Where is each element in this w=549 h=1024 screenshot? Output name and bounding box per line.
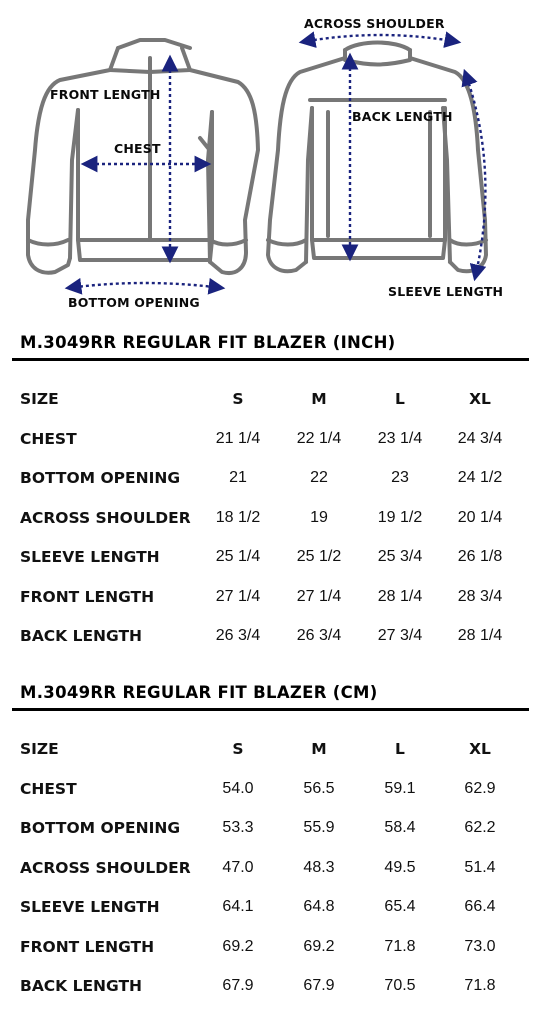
table-cell: 18 1/2	[215, 509, 261, 526]
chest-label: CHEST	[114, 141, 161, 156]
table-cell: 70.5	[384, 977, 416, 994]
table-cell: 64.8	[303, 898, 335, 915]
row-label: FRONT LENGTH	[20, 938, 155, 956]
size-header: SIZE	[20, 740, 59, 758]
table-cell: 23	[391, 469, 409, 486]
back-jacket-outline	[268, 43, 486, 272]
table-cell: 28 1/4	[457, 627, 503, 644]
table-cell: 20 1/4	[457, 509, 503, 526]
row-label: BACK LENGTH	[20, 977, 143, 995]
table-cell: 69.2	[303, 938, 335, 955]
size-s-header: S	[232, 390, 244, 408]
table-cell: 19 1/2	[377, 509, 423, 526]
table-cell: 64.1	[222, 898, 254, 915]
inch-table-title: M.3049RR REGULAR FIT BLAZER (INCH)	[20, 333, 396, 352]
table-cell: 27 1/4	[215, 588, 261, 605]
size-m-header: M	[311, 740, 327, 758]
table-cell: 25 1/2	[296, 548, 342, 565]
row-label: ACROSS SHOULDER	[20, 859, 191, 877]
table-cell: 58.4	[384, 819, 416, 836]
table-cell: 48.3	[303, 859, 335, 876]
row-label: BOTTOM OPENING	[20, 819, 181, 837]
table-cell: 67.9	[303, 977, 335, 994]
size-l-header: L	[395, 740, 405, 758]
table-row	[0, 466, 549, 490]
table-cell: 28 3/4	[457, 588, 503, 605]
table-cell: 26 3/4	[296, 627, 342, 644]
row-label: BOTTOM OPENING	[20, 469, 181, 487]
table-row	[0, 506, 549, 530]
table-cell: 49.5	[384, 859, 416, 876]
back-length-label: BACK LENGTH	[352, 109, 453, 124]
across-shoulder-label: ACROSS SHOULDER	[304, 16, 445, 31]
table-row	[0, 427, 549, 451]
table-cell: 22 1/4	[296, 430, 342, 447]
table-cell: 25 1/4	[215, 548, 261, 565]
table-row	[0, 935, 549, 959]
size-header: SIZE	[20, 390, 59, 408]
size-m-header: M	[311, 390, 327, 408]
table-header-row	[0, 387, 549, 411]
row-label: SLEEVE LENGTH	[20, 898, 160, 916]
table-cell: 25 3/4	[377, 548, 423, 565]
measurement-diagram	[0, 0, 549, 320]
table-cell: 28 1/4	[377, 588, 423, 605]
table-cell: 21 1/4	[215, 430, 261, 447]
bottom-opening-arrow	[68, 283, 222, 288]
table-cell: 56.5	[303, 780, 335, 797]
row-label: ACROSS SHOULDER	[20, 509, 191, 527]
row-label: CHEST	[20, 780, 77, 798]
table-cell: 69.2	[222, 938, 254, 955]
row-label: BACK LENGTH	[20, 627, 143, 645]
cm-table-rule	[12, 708, 529, 711]
table-row	[0, 816, 549, 840]
table-cell: 62.2	[464, 819, 496, 836]
table-cell: 67.9	[222, 977, 254, 994]
table-cell: 21	[229, 469, 247, 486]
table-row	[0, 624, 549, 648]
table-cell: 27 1/4	[296, 588, 342, 605]
table-cell: 71.8	[464, 977, 496, 994]
table-cell: 27 3/4	[377, 627, 423, 644]
inch-table-rule	[12, 358, 529, 361]
size-l-header: L	[395, 390, 405, 408]
table-cell: 24 3/4	[457, 430, 503, 447]
table-cell: 54.0	[222, 780, 254, 797]
table-cell: 59.1	[384, 780, 416, 797]
front-jacket-outline	[28, 40, 258, 273]
table-cell: 26 1/8	[457, 548, 503, 565]
bottom-opening-label: BOTTOM OPENING	[68, 295, 200, 310]
table-row	[0, 585, 549, 609]
table-cell: 62.9	[464, 780, 496, 797]
table-cell: 26 3/4	[215, 627, 261, 644]
row-label: CHEST	[20, 430, 77, 448]
table-cell: 19	[310, 509, 328, 526]
table-row	[0, 856, 549, 880]
size-xl-header: XL	[469, 740, 491, 758]
table-row	[0, 545, 549, 569]
size-xl-header: XL	[469, 390, 491, 408]
table-cell: 23 1/4	[377, 430, 423, 447]
table-cell: 55.9	[303, 819, 335, 836]
table-cell: 71.8	[384, 938, 416, 955]
table-cell: 51.4	[464, 859, 496, 876]
row-label: FRONT LENGTH	[20, 588, 155, 606]
table-header-row	[0, 737, 549, 761]
table-cell: 24 1/2	[457, 469, 503, 486]
table-cell: 73.0	[464, 938, 496, 955]
table-cell: 22	[310, 469, 328, 486]
row-label: SLEEVE LENGTH	[20, 548, 160, 566]
table-row	[0, 974, 549, 998]
table-row	[0, 895, 549, 919]
table-row	[0, 777, 549, 801]
table-cell: 65.4	[384, 898, 416, 915]
front-length-label: FRONT LENGTH	[50, 87, 161, 102]
size-s-header: S	[232, 740, 244, 758]
sleeve-length-label: SLEEVE LENGTH	[388, 284, 504, 299]
table-cell: 47.0	[222, 859, 254, 876]
cm-table-title: M.3049RR REGULAR FIT BLAZER (CM)	[20, 683, 378, 702]
jacket-illustration	[0, 0, 549, 320]
table-cell: 66.4	[464, 898, 496, 915]
table-cell: 53.3	[222, 819, 254, 836]
